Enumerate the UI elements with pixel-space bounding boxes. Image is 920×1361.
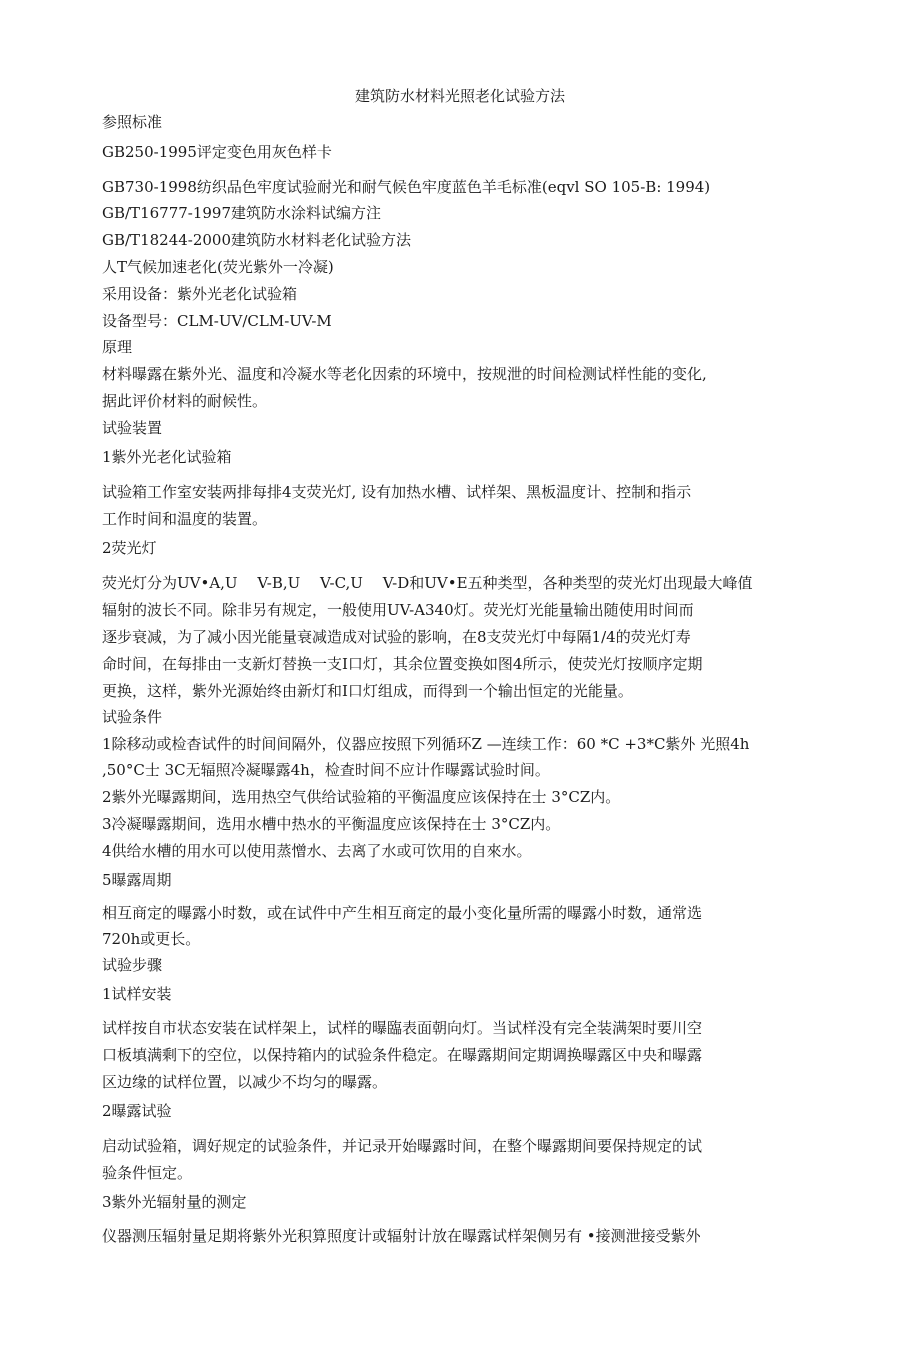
subsection-heading: 2曝露试验 <box>102 1102 172 1120</box>
text-line: 相互商定的曝露小时数，或在试件中产生相互商定的最小变化量所需的曝露小时数，通常选 <box>102 904 703 922</box>
subsection-heading: 3紫外光辐射量的测定 <box>102 1193 247 1211</box>
text-line: 720h或更长。 <box>102 930 201 948</box>
text-line: 据此评价材料的耐候性。 <box>102 392 268 410</box>
text-line: 启动试验箱，调好规定的试验条件，并记录开始曝露时间，在整个曝露期间要保持规定的试 <box>102 1137 703 1155</box>
text-line: 采用设备：紫外光老化试验箱 <box>102 285 298 303</box>
text-line: 试验箱工作室安装两排每排4支荧光灯, 设有加热水槽、试样架、黑板温度计、控制和指示 <box>102 483 692 501</box>
text-line: 命时间，在每排由一支新灯替换一支I口灯，其余位置变换如图4所示，使荧光灯按顺序定期 <box>102 655 703 673</box>
text-line: GB730-1998纺织品色牢度试验耐光和耐气候色牢度蓝色羊毛标准(eqvl SO 105-B: 1994) <box>102 178 711 196</box>
section-heading: 原理 <box>102 338 133 356</box>
subsection-heading: 2荧光灯 <box>102 539 157 557</box>
text-line: ,50°C士 3C无辐照冷凝曝露4h，检查时间不应计作曝露试验时间。 <box>102 761 550 779</box>
subsection-heading: 1试样安装 <box>102 985 172 1003</box>
section-heading: 试验装置 <box>102 419 163 437</box>
text-line: 辐射的波长不同。除非另有规定，一般使用UV-A340灯。荧光灯光能量输出随使用时间而 <box>102 601 694 619</box>
text-line: 工作时间和温度的装置。 <box>102 510 268 528</box>
text-line: 2紫外光曝露期间，选用热空气供给试验箱的平衡温度应该保持在士 3°CZ内。 <box>102 788 621 806</box>
subsection-heading: 1紫外光老化试验箱 <box>102 448 232 466</box>
text-line: 1除移动或检杳试件的时间间隔外，仪器应按照下列循环Z —连续工作：60 *C +3*C紫外 光照4h <box>102 735 750 753</box>
text-line: 逐步衰减，为了减小因光能量衰减造成对试验的影响，在8支荧光灯中每隔1/4的荧光灯寿 <box>102 628 691 646</box>
text-line: 人T气候加速老化(荧光紫外一冷凝) <box>102 258 334 276</box>
text-line: 3冷凝曝露期间，选用水槽中热水的平衡温度应该保持在士 3°CZ内。 <box>102 815 561 833</box>
section-heading: 试验条件 <box>102 708 163 726</box>
text-line: GB250-1995评定变色用灰色样卡 <box>102 143 332 161</box>
text-line: 验条件恒定。 <box>102 1164 193 1182</box>
text-line: GB/T16777-1997建筑防水涂料试编方注 <box>102 204 382 222</box>
text-line: 更换，这样，紫外光源始终由新灯和I口灯组成，而得到一个输出恒定的光能量。 <box>102 682 633 700</box>
text-line: 材料曝露在紫外光、温度和冷凝水等老化因索的环境中，按规泄的时间检测试样性能的变化, <box>102 365 707 383</box>
text-line: GB/T18244-2000建筑防水材料老化试验方法 <box>102 231 412 249</box>
text-line: 口板填满剩下的空位，以保持箱内的试验条件稳定。在曝露期间定期调换曝露区中央和曝露 <box>102 1046 703 1064</box>
text-line: 参照标准 <box>102 113 163 131</box>
text-line: 区边缘的试样位置，以减少不均匀的曝露。 <box>102 1073 388 1091</box>
text-line: 荧光灯分为UV•A,U V-B,U V-C,U V-D和UV•E五种类型，各种类型的荧光灯出现最大峰值 <box>102 574 753 592</box>
text-line: 试样按自市状态安装在试样架上，试样的曝臨表面朝向灯。当试样没有完全装满架时要川空 <box>102 1019 703 1037</box>
section-heading: 试验步骤 <box>102 956 163 974</box>
document-title: 建筑防水材料光照老化试验方法 <box>354 87 565 105</box>
text-line: 仪器测压辐射量足期将紫外光积算照度计或辐射计放在曝露试样架侧另有 •接测泄接受紫外 <box>102 1227 701 1245</box>
text-line: 4供给水槽的用水可以使用蒸憎水、去离了水或可饮用的自來水。 <box>102 842 532 860</box>
subsection-heading: 5曝露周期 <box>102 871 172 889</box>
text-line: 设备型号：CLM-UV/CLM-UV-M <box>102 312 332 330</box>
